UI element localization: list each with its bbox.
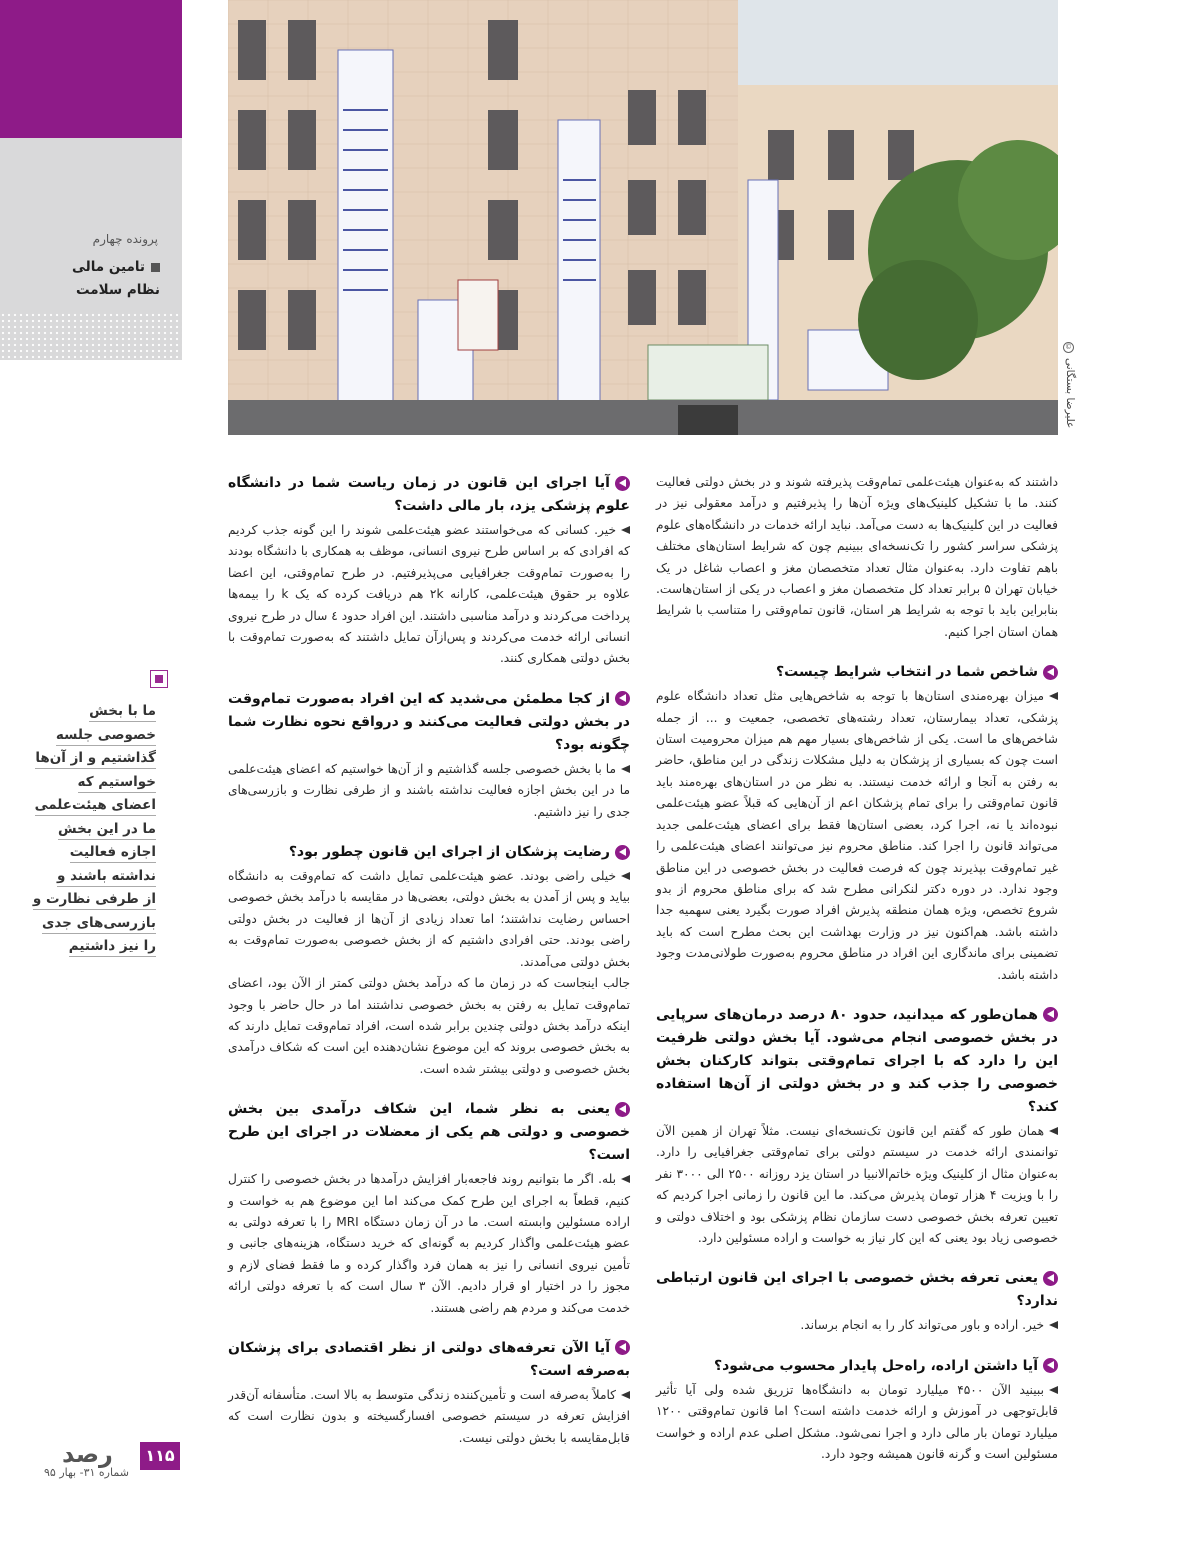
question-icon	[1043, 1358, 1058, 1373]
question-icon	[1043, 665, 1058, 680]
answer-text: همان طور که گفتم این قانون تک‌نسخه‌ای نیست. مثلاً تهران از همین الآن توانمندی ارائه خدمت در سیستم دولتی برای تمام‌وقتی جغرافیایی را دارد. به‌عنوان مثال از کلینیک ویژه خاتم‌الانبیا در استان یزد روزانه ۲۵۰۰ الی ۳۰۰۰ نفر را با ویزیت ۴ هزار تومان پذیرش می‌کند. ما این قانون را زمانی اجرا کردیم که تعیین تعرفه بخش خصوصی دست سازمان نظام پزشکی بود و اختلاف دولتی و خصوصی زیاد بود یعنی که این کار نیاز به خواست و اراده مسئولین دارد.	[656, 1123, 1058, 1245]
answer-text: خیر. اراده و باور می‌تواند کار را به انجام برساند.	[800, 1318, 1044, 1333]
question-text: رضایت پزشکان از اجرای این قانون چطور بود؟	[288, 844, 610, 861]
answer-text: بله. اگر ما بتوانیم روند فاجعه‌بار افزایش درآمدها در بخش خصوصی را کنترل کنیم، قطعاً به اجرای این طرح کمک می‌کند اما این موضوع هم به خواست و اراده مسئولین وابسته است. ما در آن زمان دستگاه MRI را با تعرفه دولتی به عضو هیئت‌علمی واگذار کردیم به گونه‌ای که خرید دستگاه، هزینه‌های جانبی و تأمین نیروی انسانی را نیز به همان فرد واگذار کرده و ما فقط فضای لازم و مجوز را در اختیار او قرار دادیم. الآن ۳ سال است که با تعرفه دولتی ارائه خدمت می‌کند و مردم هم راضی هستند.	[228, 1172, 630, 1315]
building-illustration	[228, 0, 1058, 435]
page-number: ۱۱۵	[140, 1442, 180, 1470]
quote-square-icon	[150, 670, 168, 688]
magazine-logo: رصد	[62, 1440, 113, 1468]
answer-icon	[1049, 1321, 1058, 1330]
answer	[228, 1385, 630, 1449]
answer	[228, 759, 630, 823]
answer-icon	[621, 872, 630, 881]
question	[228, 1337, 630, 1383]
answer-icon	[1049, 1127, 1058, 1136]
question-icon	[615, 1340, 630, 1355]
answer-text: ببینید الآن ۴۵۰۰ میلیارد تومان به دانشگاه‌ها تزریق شده ولی آیا تأثیر قابل‌توجهی در آموزش و ارائه خدمت داشته است؟ اما قانون تمام‌وقتی ۱۲۰۰ میلیارد تومان بار مالی دارد و اجرا نمی‌شود. مشکل اصلی عدم اراده و خواست مسئولین است و گرنه قانون همیشه وجود دارد.	[656, 1382, 1058, 1461]
pull-quote-line: ما در این بخش	[6, 818, 156, 842]
pull-quote-line: خواستیم که	[6, 771, 156, 795]
answer	[656, 1315, 1058, 1336]
question-text: یعنی به نظر شما، این شکاف درآمدی بین بخش خصوصی و دولتی هم یکی از معضلات در اجرای این طرح است؟	[228, 1101, 630, 1164]
question	[656, 1267, 1058, 1313]
question-text: یعنی تعرفه بخش خصوصی با اجرای این قانون ارتباطی ندارد؟	[656, 1270, 1058, 1310]
answer	[228, 1169, 630, 1319]
sidebar	[0, 0, 182, 1560]
question-text: از کجا مطمئن می‌شدید که این افراد به‌صورت تمام‌وقت در بخش دولتی فعالیت می‌کنند و درواقع نحوه نظارت شما چگونه بود؟	[228, 690, 630, 753]
answer	[656, 686, 1058, 986]
pull-quote-line: ما با بخش	[6, 700, 156, 724]
answer-icon	[621, 1175, 630, 1184]
question-text: آیا داشتن اراده، راه‌حل پایدار محسوب می‌شود؟	[713, 1357, 1038, 1374]
question-text: همان‌طور که میدانید، حدود ۸۰ درصد درمان‌های سرپایی در بخش خصوصی انجام می‌شود. آیا بخش دولتی ظرفیت این را دارد که با اجرای تمام‌وقتی بتواند کارکنان بخش خصوصی را جذب کند و در بخش دولتی از آن‌ها استفاده کند؟	[656, 1006, 1058, 1115]
pull-quote-line: از طرفی نظارت و	[6, 888, 156, 912]
qa-block	[656, 472, 1058, 643]
pull-quote-line: اعضای هیئت‌علمی	[6, 794, 156, 818]
question-icon	[1043, 1271, 1058, 1286]
question-icon	[615, 1102, 630, 1117]
answer	[228, 520, 630, 670]
camera-icon: ©	[1065, 343, 1072, 351]
answer-icon	[621, 526, 630, 535]
question	[228, 472, 630, 518]
qa-block	[228, 1098, 630, 1319]
answer-icon	[621, 765, 630, 774]
answer-icon	[1049, 692, 1058, 701]
photo-credit: علیرضا بستگانی	[1064, 358, 1076, 429]
answer	[656, 472, 1058, 643]
question	[228, 1098, 630, 1167]
question	[656, 1004, 1058, 1119]
question-icon	[615, 845, 630, 860]
answer-text: داشتند که به‌عنوان هیئت‌علمی تمام‌وقت پذیرفته شوند و در بخش دولتی فعالیت کنند. ما با تشکیل کلینیک‌های ویژه آن‌ها را پذیرفتیم و درآمد معقولی نیز در فعالیت در این کلینیک‌ها به دست می‌آمد. نباید ارائه خدمات در دانشگاه‌های علوم پزشکی سراسر کشور را تک‌نسخه‌ای ببینیم چون که شرایط استان‌های مختلف باهم تفاوت دارد. به‌عنوان مثال تعداد متخصصان مغز و اعصاب شاغل در یک خیابان تهران ۵ برابر تعداد کل متخصصان مغز و اعصاب در یکی از استان‌هاست. بنابراین باید با توجه به شرایط هر استان، قانون تمام‌وقتی را متناسب با شرایط همان استان اجرا کنیم.	[656, 475, 1058, 639]
answer-icon	[1049, 1386, 1058, 1395]
answer-text: کاملاً به‌صرفه است و تأمین‌کننده زندگی متوسط به بالا است. متأسفانه آن‌قدر افزایش تعرفه در سیستم خصوصی افسارگسیخته و بدون نظارت است که قابل‌مقایسه با بخش دولتی نیست.	[228, 1387, 630, 1445]
section-title-line2: نظام سلامت	[75, 282, 160, 298]
right-column	[656, 472, 1058, 1483]
question	[656, 1355, 1058, 1378]
building-photo	[228, 0, 1058, 435]
pull-quote-line: نداشته باشند و	[6, 865, 156, 889]
section-title	[10, 256, 160, 302]
qa-block	[656, 661, 1058, 986]
answer	[656, 1121, 1058, 1249]
question-text: شاخص شما در انتخاب شرایط چیست؟	[776, 664, 1038, 681]
qa-block	[656, 1355, 1058, 1466]
answer-icon	[621, 1391, 630, 1400]
question-icon	[615, 691, 630, 706]
brand-band	[0, 0, 182, 138]
left-column	[228, 472, 630, 1467]
qa-block	[228, 841, 630, 1080]
question	[228, 841, 630, 864]
qa-block	[228, 1337, 630, 1449]
answer	[228, 866, 630, 973]
question-text: آیا اجرای این قانون در زمان ریاست شما در دانشگاه علوم پزشکی یزد، بار مالی داشت؟	[228, 475, 630, 514]
square-bullet-icon	[151, 263, 160, 272]
answer-text: خیلی راضی بودند. عضو هیئت‌علمی تمایل داشت که تمام‌وقت به دانشگاه بیاید و پس از آمدن به بخش دولتی، بعضی‌ها در مقایسه با درآمد بخش خصوصی احساس رضایت نداشتند؛ اما تعداد زیادی از آن‌ها از فعالیت در بخش دولتی راضی بودند. حتی افرادی داشتیم که از بخش خصوصی به‌صورت تمام‌وقت به بخش دولتی می‌آمدند.	[228, 869, 630, 969]
qa-block	[656, 1267, 1058, 1336]
pull-quote-line: گذاشتیم و از آن‌ها	[6, 747, 156, 771]
qa-block	[656, 1004, 1058, 1249]
question-text: آیا الآن تعرفه‌های دولتی از نظر اقتصادی برای پزشکان به‌صرفه است؟	[228, 1339, 630, 1379]
question-icon	[615, 476, 630, 491]
pull-quote-line: خصوصی جلسه	[6, 724, 156, 748]
pull-quote-line: بازرسی‌های جدی	[6, 912, 156, 936]
question	[656, 661, 1058, 684]
answer-paragraph: جالب اینجاست که در زمان ما که درآمد بخش دولتی کمتر از الآن بود، اعضای تمام‌وقت تمایل به رفتن به بخش خصوصی نداشتند اما در حال حاضر با وجود اینکه درآمد بخش دولتی چندین برابر شده است، افراد تمام‌وقت تمایل دارند که به بخش خصوصی بروند که این موضوع نشان‌دهنده این است که شکاف درآمدی بخش خصوصی و دولتی بیشتر شده است.	[228, 976, 630, 1076]
pull-quote-line: اجازه فعالیت	[6, 841, 156, 865]
folder-label: پرونده چهارم	[92, 232, 158, 246]
issue-label: شماره ۳۱- بهار ۹۵	[44, 1466, 129, 1479]
answer-text: میزان بهره‌مندی استان‌ها با توجه به شاخص‌هایی مثل تعداد دانشگاه علوم پزشکی، تعداد بیمارستان، تعداد رشته‌های تخصصی، جمعیت و ... از جمله شاخص‌های ما است. یکی از شاخص‌های بسیار مهم هم میزان محرومیت استان است چون که بسیاری از پزشکان به دلیل مشکلات زندگی در این مناطق، حاضر به رفتن به آنجا و ارائه خدمت نیستند. به نظر من در استان‌های بهره‌مند باید قانون تمام‌وقتی را برای تمام پزشکان اعم از آن‌هایی که قبلاً عضو هیئت‌علمی نبوده‌اند یا نه، اجرا کرد، بعضی استان‌ها فقط برای اعضای هیئت‌علمی جدید می‌تواند قانون را اجرا کند. مناطق محروم نیز می‌توانند اعضای هیئت‌علمی را غیر تمام‌وقت بپذیرند چون که فرصت فعالیت در بخش خصوصی در این مناطق وجود ندارد. در دوره دکتر لنکرانی مطرح شد که برای مناطق محروم از بدو شروع تخصص، ویژه همان منطقه پذیرش افراد صورت بگیرد یعنی سهمیه جدا داشته باشد. هم‌اکنون نیز در وزارت بهداشت این بحث مطرح است که باید تضمینی برای ماندگاری این افراد در مناطق محروم به‌صورت طولانی‌مدت وجود داشته باشد.	[656, 689, 1058, 982]
answer	[656, 1380, 1058, 1466]
dot-pattern	[0, 312, 182, 360]
pull-quote	[6, 700, 156, 959]
qa-block	[228, 688, 630, 823]
question-icon	[1043, 1007, 1058, 1022]
answer-text: ما با بخش خصوصی جلسه گذاشتیم و از آن‌ها خواستیم که اعضای هیئت‌علمی ما در این بخش اجازه فعالیت نداشته باشند و از طرفی نظارت و بازرسی‌های جدی را نیز داشتیم.	[228, 761, 630, 819]
pull-quote-line: را نیز داشتیم	[6, 935, 156, 959]
section-title-line1: تامین مالی	[71, 259, 145, 275]
question	[228, 688, 630, 757]
qa-block	[228, 472, 630, 670]
answer-text: خیر. کسانی که می‌خواستند عضو هیئت‌علمی شوند را این گونه جذب کردیم که افرادی که بر اساس طرح نیروی انسانی، موظف به همکاری با دانشگاه بودند را به‌صورت تمام‌وقت جغرافیایی می‌پذیرفتیم. در طرح تمام‌وقتی، این اعضا علاوه بر حقوق هیئت‌علمی، کارانه ۲k هم دریافت کرده که یک k را بیمه‌ها پرداخت می‌کردند و درآمد مناسبی داشتند. این افراد حدود ٤ سال در طرح نیروی انسانی ارائه خدمت می‌کردند و پس‌ازآن تمایل داشتند که به‌صورت تمام‌وقت با بخش دولتی همکاری کنند.	[228, 523, 631, 666]
